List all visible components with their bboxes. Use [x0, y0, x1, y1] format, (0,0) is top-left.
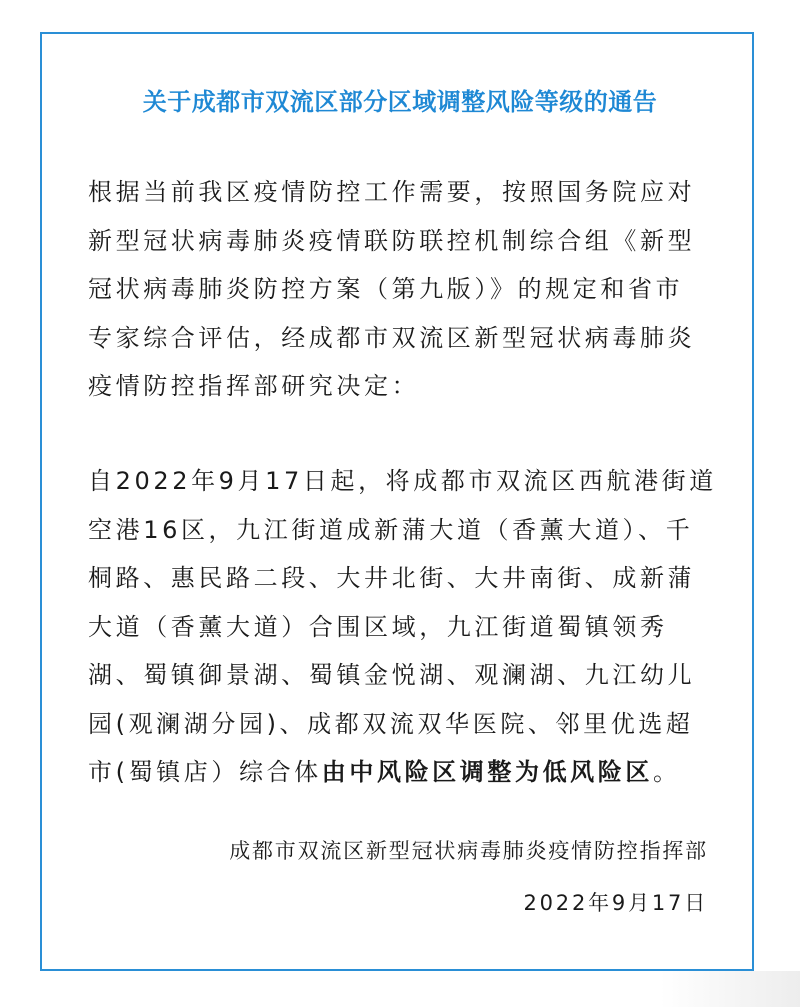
paragraph-2-line-1: 自2022年9月17日起，将成都市双流区西航港街道	[88, 467, 717, 495]
paragraph-2-last-suffix: 。	[652, 758, 681, 786]
risk-level-change-text: 由中风险区调整为低风险区	[321, 758, 653, 786]
corner-watermark-fade	[660, 971, 800, 1007]
paragraph-2-line-6: 园(观澜湖分园)、成都双流双华医院、邻里优选超	[88, 709, 694, 738]
paragraph-2-line-4: 大道（香薰大道）合围区域，九江街道蜀镇领秀	[88, 612, 668, 641]
paragraph-1-line-5: 疫情防控指挥部研究决定：	[88, 372, 420, 400]
paragraph-2-line-2: 空港16区，九江街道成新蒲大道（香薰大道）、千	[88, 515, 694, 544]
paragraph-1-line-1: 根据当前我区疫情防控工作需要，按照国务院应对	[88, 178, 696, 206]
notice-paragraph-2	[88, 457, 728, 797]
paragraph-2-last-prefix: 市(蜀镇店）综合体	[88, 758, 322, 786]
paragraph-1-line-3: 冠状病毒肺炎防控方案（第九版）》的规定和省市	[88, 275, 684, 303]
paragraph-2-line-7	[88, 748, 728, 797]
paragraph-1-line-4: 专家综合评估，经成都市双流区新型冠状病毒肺炎	[88, 323, 696, 352]
paragraph-2-line-5: 湖、蜀镇御景湖、蜀镇金悦湖、观澜湖、九江幼儿	[88, 661, 696, 689]
notice-title: 关于成都市双流区部分区域调整风险等级的通告	[142, 88, 658, 116]
issue-date: 2022年9月17日	[523, 891, 708, 915]
notice-paragraph-1	[88, 168, 728, 411]
paragraph-2-line-3: 桐路、惠民路二段、大井北街、大井南街、成新蒲	[88, 564, 696, 592]
issuer-signature: 成都市双流区新型冠状病毒肺炎疫情防控指挥部	[229, 839, 708, 863]
paragraph-1-line-2: 新型冠状病毒肺炎疫情联防联控机制综合组《新型	[88, 226, 696, 255]
